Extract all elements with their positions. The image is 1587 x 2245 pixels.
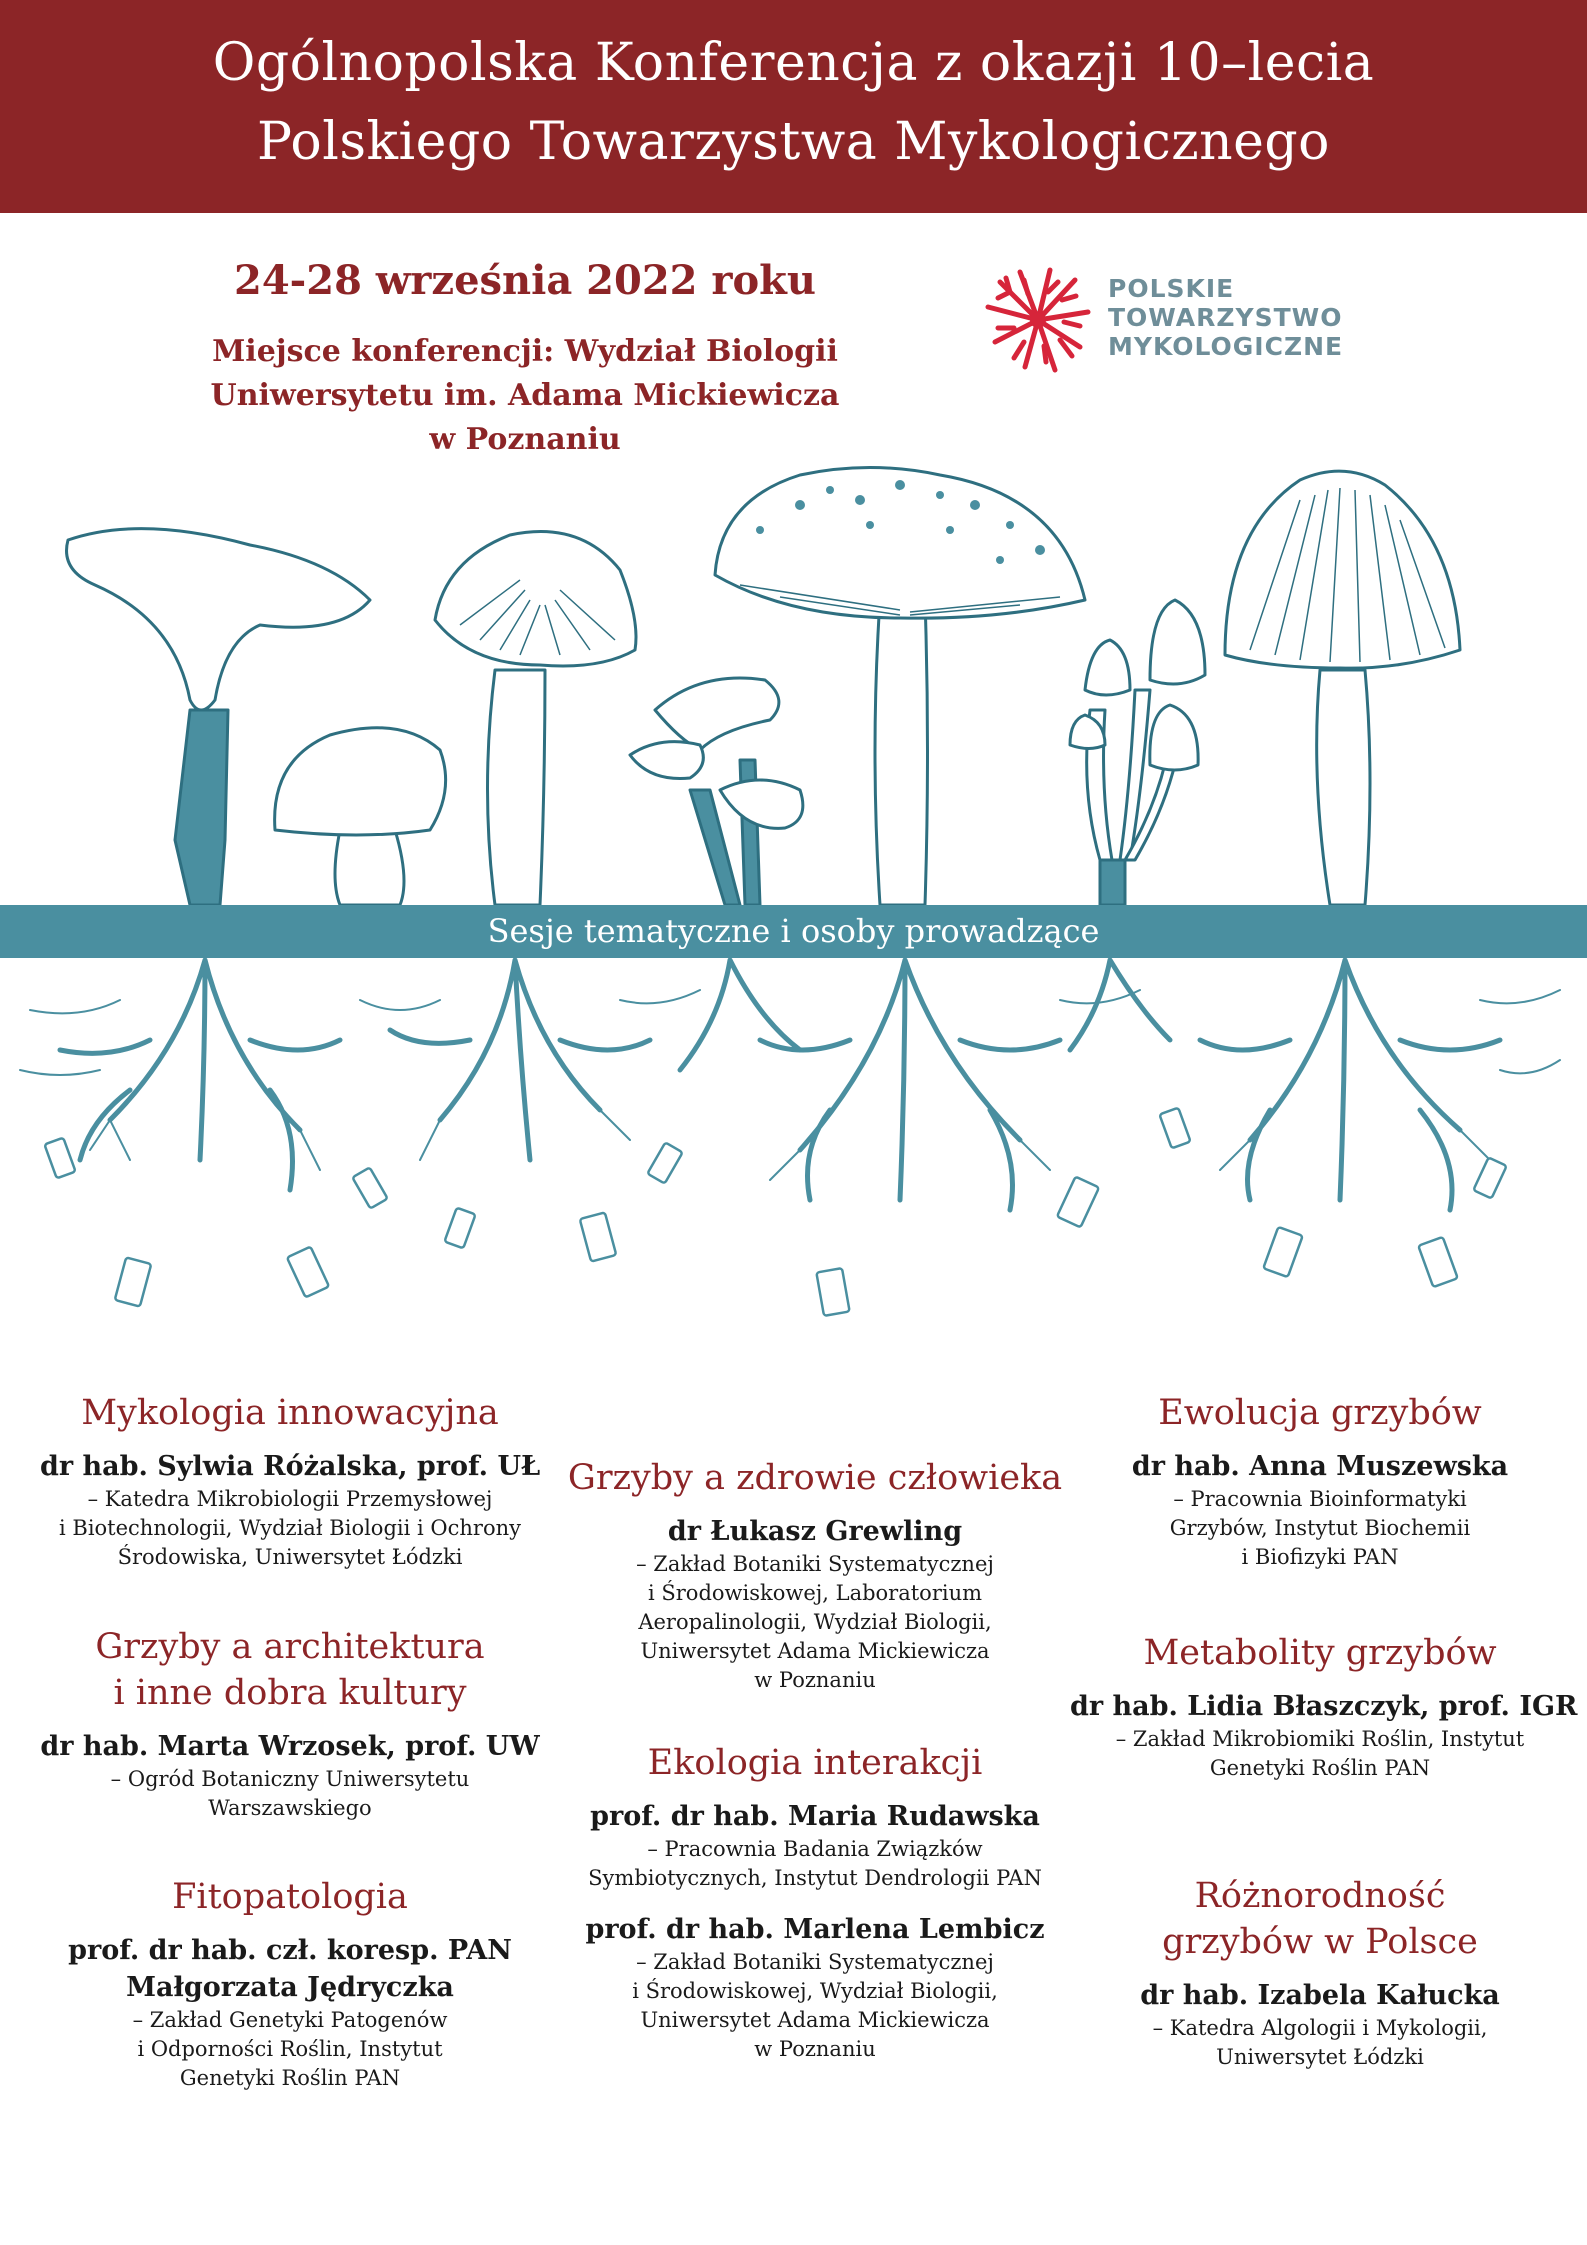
affiliation-line: Genetyki Roślin PAN	[179, 2066, 401, 2090]
affiliation-line: i Biotechnologii, Wydział Biologii i Ochrony	[59, 1516, 521, 1540]
affiliation-line: – Zakład Botaniki Systematycznej	[636, 1552, 994, 1576]
affiliation-line: i Odporności Roślin, Instytut	[137, 2037, 443, 2061]
venue-line-3: w Poznaniu	[429, 422, 621, 457]
logo-line-3: MYKOLOGICZNE	[1108, 332, 1344, 361]
logo-line-2: TOWARZYSTWO	[1108, 303, 1343, 332]
session-title: grzybów w Polsce	[1162, 1922, 1478, 1962]
session-speaker: dr hab. Lidia Błaszczyk, prof. IGR	[1070, 1691, 1578, 1722]
affiliation-line: Środowiska, Uniwersytet Łódzki	[117, 1545, 463, 1569]
session-zdrowie	[555, 1455, 1075, 1695]
session-roznorodnosc	[1070, 1873, 1570, 2072]
affiliation-line: – Zakład Botaniki Systematycznej	[636, 1950, 994, 1974]
session-mykologia	[40, 1390, 540, 1572]
session-title: Metabolity grzybów	[1143, 1633, 1497, 1673]
affiliation-line: Warszawskiego	[208, 1796, 372, 1820]
session-title: Grzyby a architektura	[95, 1627, 485, 1667]
affiliation-line: Symbiotycznych, Instytut Dendrologii PAN	[588, 1866, 1042, 1890]
session-title: Grzyby a zdrowie człowieka	[567, 1458, 1063, 1498]
event-venue	[150, 330, 900, 462]
affiliation-line: w Poznaniu	[754, 1668, 876, 1692]
session-speaker: dr hab. Anna Muszewska	[1131, 1451, 1509, 1482]
session-speaker: prof. dr hab. czł. koresp. PAN	[68, 1935, 512, 1966]
affiliation-line: w Poznaniu	[754, 2037, 876, 2061]
affiliation-line: Grzybów, Instytut Biochemii	[1169, 1516, 1471, 1540]
session-title: Ewolucja grzybów	[1158, 1393, 1482, 1433]
session-title: i inne dobra kultury	[113, 1673, 467, 1713]
session-architektura	[40, 1624, 540, 1823]
session-speaker: dr hab. Izabela Kałucka	[1140, 1980, 1500, 2011]
header-banner	[0, 0, 1587, 213]
session-ekologia	[555, 1740, 1075, 2064]
affiliation-line: – Ogród Botaniczny Uniwersytetu	[110, 1767, 470, 1791]
affiliation-line: – Katedra Algologii i Mykologii,	[1152, 2016, 1488, 2040]
session-metabolity	[1070, 1630, 1578, 1783]
session-title: Mykologia innowacyjna	[81, 1393, 499, 1433]
session-speaker: prof. dr hab. Marlena Lembicz	[585, 1914, 1045, 1945]
session-speaker: dr hab. Sylwia Różalska, prof. UŁ	[40, 1451, 541, 1482]
session-title: Różnorodność	[1194, 1876, 1446, 1916]
affiliation-line: – Pracownia Badania Związków	[647, 1837, 983, 1861]
title-line-1: Ogólnopolska Konferencja z okazji 10–lecia	[212, 33, 1375, 93]
session-ewolucja	[1070, 1390, 1570, 1572]
venue-line-2: Uniwersytetu im. Adama Mickiewicza	[210, 378, 840, 413]
venue-line-1: Miejsce konferencji: Wydział Biologii	[212, 334, 838, 369]
affiliation-line: Uniwersytet Adama Mickiewicza	[640, 1639, 990, 1663]
ptm-logo	[980, 262, 1344, 377]
session-title: Fitopatologia	[172, 1877, 408, 1917]
affiliation-line: – Pracownia Bioinformatyki	[1173, 1487, 1467, 1511]
session-title: Ekologia interakcji	[647, 1743, 983, 1783]
affiliation-line: i Środowiskowej, Laboratorium	[647, 1581, 983, 1605]
session-speaker: dr hab. Marta Wrzosek, prof. UW	[40, 1731, 540, 1762]
mushroom-illustration	[0, 450, 1587, 1330]
affiliation-line: – Zakład Mikrobiomiki Roślin, Instytut	[1115, 1727, 1525, 1751]
affiliation-line: – Zakład Genetyki Patogenów	[132, 2008, 448, 2032]
affiliation-line: Aeropalinologii, Wydział Biologii,	[638, 1610, 992, 1634]
session-speaker: Małgorzata Jędryczka	[126, 1972, 454, 2003]
logo-line-1: POLSKIE	[1108, 274, 1235, 303]
session-fitopatologia	[40, 1874, 540, 2093]
mycelium-map-icon	[980, 262, 1095, 377]
session-speaker: dr Łukasz Grewling	[667, 1516, 963, 1547]
affiliation-line: Genetyki Roślin PAN	[1209, 1756, 1431, 1780]
affiliation-line: Uniwersytet Łódzki	[1216, 2045, 1424, 2069]
event-date: 24-28 września 2022 roku	[234, 257, 816, 304]
title-line-2: Polskiego Towarzystwa Mykologicznego	[257, 112, 1330, 172]
affiliation-line: – Katedra Mikrobiologii Przemysłowej	[87, 1487, 493, 1511]
affiliation-line: i Biofizyki PAN	[1241, 1545, 1399, 1569]
sessions-heading-bar: Sesje tematyczne i osoby prowadzące	[0, 905, 1587, 958]
affiliation-line: Uniwersytet Adama Mickiewicza	[640, 2008, 990, 2032]
session-speaker: prof. dr hab. Maria Rudawska	[590, 1801, 1040, 1832]
affiliation-line: i Środowiskowej, Wydział Biologii,	[632, 1979, 998, 2003]
